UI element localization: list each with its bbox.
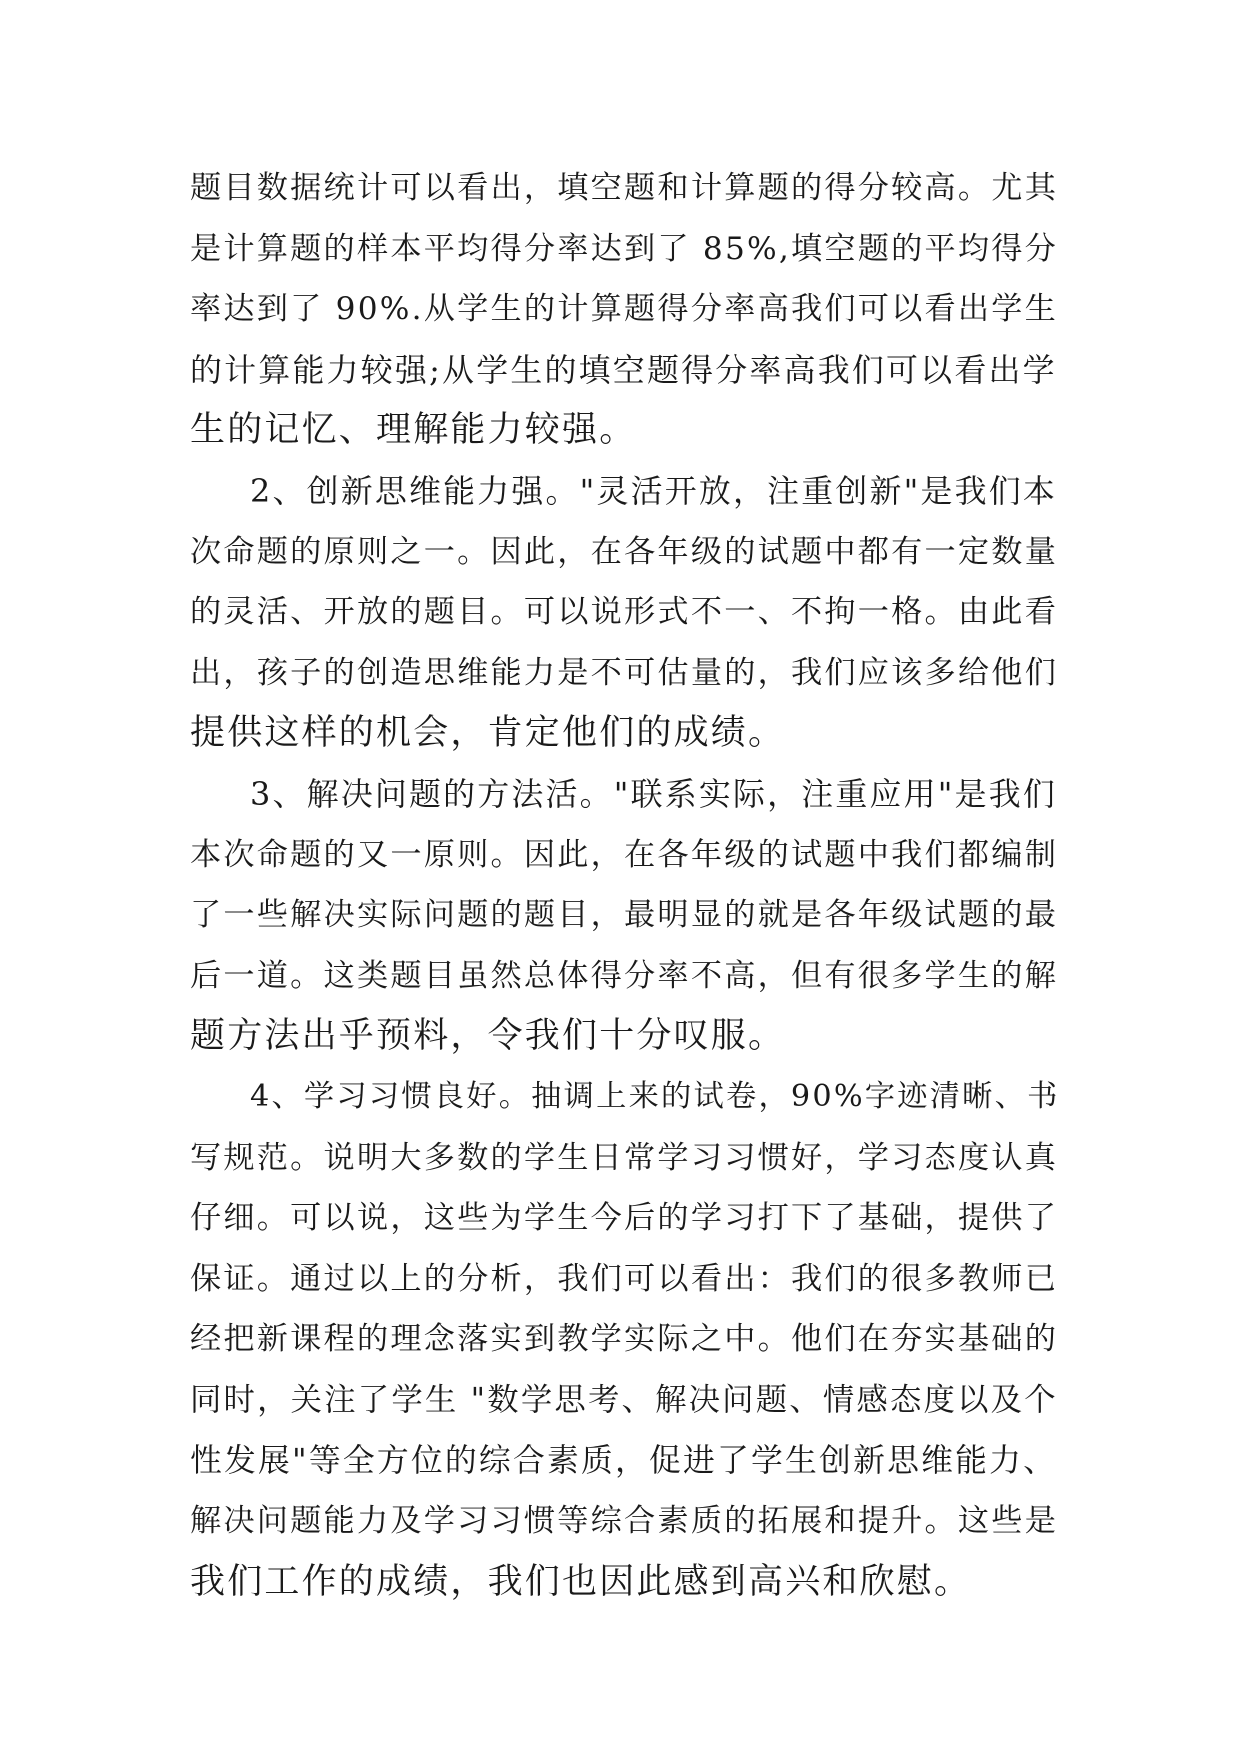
text-line: 次命题的原则之一。因此，在各年级的试题中都有一定数量 bbox=[190, 533, 1059, 570]
text-line: 生的记忆、理解能力较强。 bbox=[190, 410, 637, 451]
paragraph-first-line: 2、创新思维能力强。"灵活开放，注重创新"是我们本 bbox=[250, 471, 1057, 510]
paragraph-first-line: 4、学习习惯良好。抽调上来的试卷，90%字迹清晰、书 bbox=[250, 1078, 1060, 1114]
text-line: 性发展"等全方位的综合素质，促进了学生创新思维能力、 bbox=[190, 1441, 1058, 1480]
text-line: 写规范。说明大多数的学生日常学习习惯好，学习态度认真 bbox=[190, 1139, 1059, 1176]
text-line: 的灵活、开放的题目。可以说形式不一、不拘一格。由此看 bbox=[190, 594, 1059, 631]
text-line: 后一道。这类题目虽然总体得分率不高，但有很多学生的解 bbox=[190, 957, 1059, 994]
text-line: 保证。通过以上的分析，我们可以看出：我们的很多教师已 bbox=[190, 1260, 1059, 1297]
text-line: 经把新课程的理念落实到教学实际之中。他们在夯实基础的 bbox=[190, 1321, 1059, 1358]
text-line: 题方法出乎预料，令我们十分叹服。 bbox=[190, 1016, 786, 1057]
text-line: 解决问题能力及学习习惯等综合素质的拓展和提升。这些是 bbox=[190, 1503, 1059, 1540]
text-line: 出，孩子的创造思维能力是不可估量的，我们应该多给他们 bbox=[190, 654, 1059, 691]
text-line: 题目数据统计可以看出，填空题和计算题的得分较高。尤其 bbox=[190, 170, 1059, 206]
text-line: 的计算能力较强;从学生的填空题得分率高我们可以看出学 bbox=[190, 350, 1057, 389]
text-line: 率达到了 90%.从学生的计算题得分率高我们可以看出学生 bbox=[190, 291, 1059, 328]
text-line: 了一些解决实际问题的题目，最明显的就是各年级试题的最 bbox=[190, 897, 1059, 934]
text-line: 是计算题的样本平均得分率达到了 85%,填空题的平均得分 bbox=[190, 230, 1059, 267]
paragraph-first-line: 3、解决问题的方法活。"联系实际，注重应用"是我们 bbox=[250, 774, 1057, 813]
text-line: 本次命题的又一原则。因此，在各年级的试题中我们都编制 bbox=[190, 836, 1059, 873]
text-line: 我们工作的成绩，我们也因此感到高兴和欣慰。 bbox=[190, 1561, 972, 1602]
document-body bbox=[190, 158, 1060, 1612]
text-line: 仔细。可以说，这些为学生今后的学习打下了基础，提供了 bbox=[190, 1200, 1059, 1237]
text-line: 同时，关注了学生 "数学思考、解决问题、情感态度以及个 bbox=[190, 1381, 1058, 1418]
text-line: 提供这样的机会，肯定他们的成绩。 bbox=[190, 713, 786, 754]
